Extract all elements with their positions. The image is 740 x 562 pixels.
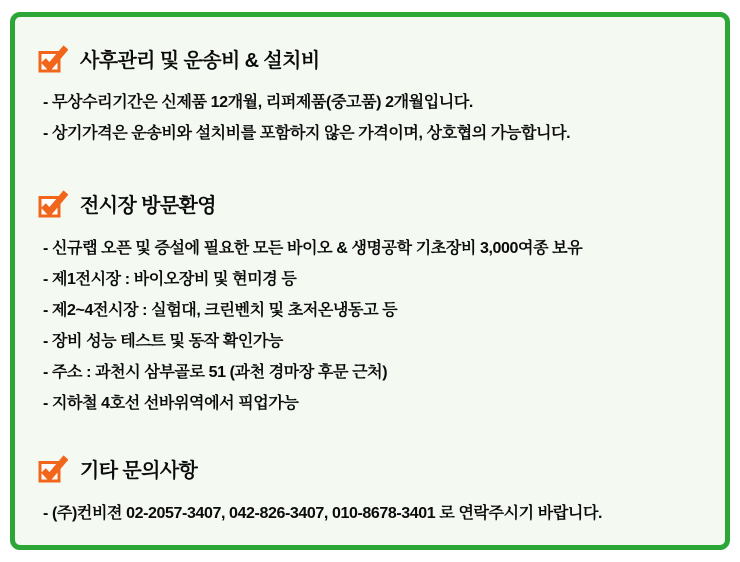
bullet-item: - 상기가격은 운송비와 설치비를 포함하지 않은 가격이며, 상호협의 가능합니다. (43, 125, 571, 142)
bullet-item: - 주소 : 과천시 삼부골로 51 (과천 경마장 후문 근처) (43, 364, 388, 381)
section-showroom-visit (38, 190, 707, 419)
section-heading (38, 190, 707, 217)
checkbox-checked-icon (38, 455, 68, 483)
bullet-list (38, 87, 707, 149)
checkbox-checked-icon (38, 190, 68, 218)
section-aftercare-shipping (38, 45, 707, 149)
bullet-item: - 지하철 4호선 선바위역에서 픽업가능 (43, 395, 299, 412)
bullet-item: - (주)컨비젼 02-2057-3407, 042-826-3407, 010-8678-3401 로 연락주시기 바랍니다. (43, 505, 603, 522)
section-other-inquiries (38, 455, 707, 529)
section-heading (38, 45, 707, 72)
section-title: 기타 문의사항 (80, 460, 198, 482)
bullet-item: - 무상수리기간은 신제품 12개월, 리퍼제품(중고품) 2개월입니다. (43, 94, 473, 111)
bullet-list (38, 498, 707, 529)
notice-panel (10, 12, 730, 550)
bullet-item: - 제1전시장 : 바이오장비 및 현미경 등 (43, 271, 297, 288)
bullet-item: - 신규랩 오픈 및 증설에 필요한 모든 바이오 & 생명공학 기초장비 3,000여종 보유 (43, 240, 583, 257)
checkbox-checked-icon (38, 45, 68, 73)
section-heading (38, 455, 707, 482)
section-title: 사후관리 및 운송비 & 설치비 (80, 50, 320, 72)
section-title: 전시장 방문환영 (80, 195, 216, 217)
bullet-item: - 제2~4전시장 : 실험대, 크린벤치 및 초저온냉동고 등 (43, 302, 398, 319)
bullet-item: - 장비 성능 테스트 및 동작 확인가능 (43, 333, 283, 350)
bullet-list (38, 233, 707, 419)
